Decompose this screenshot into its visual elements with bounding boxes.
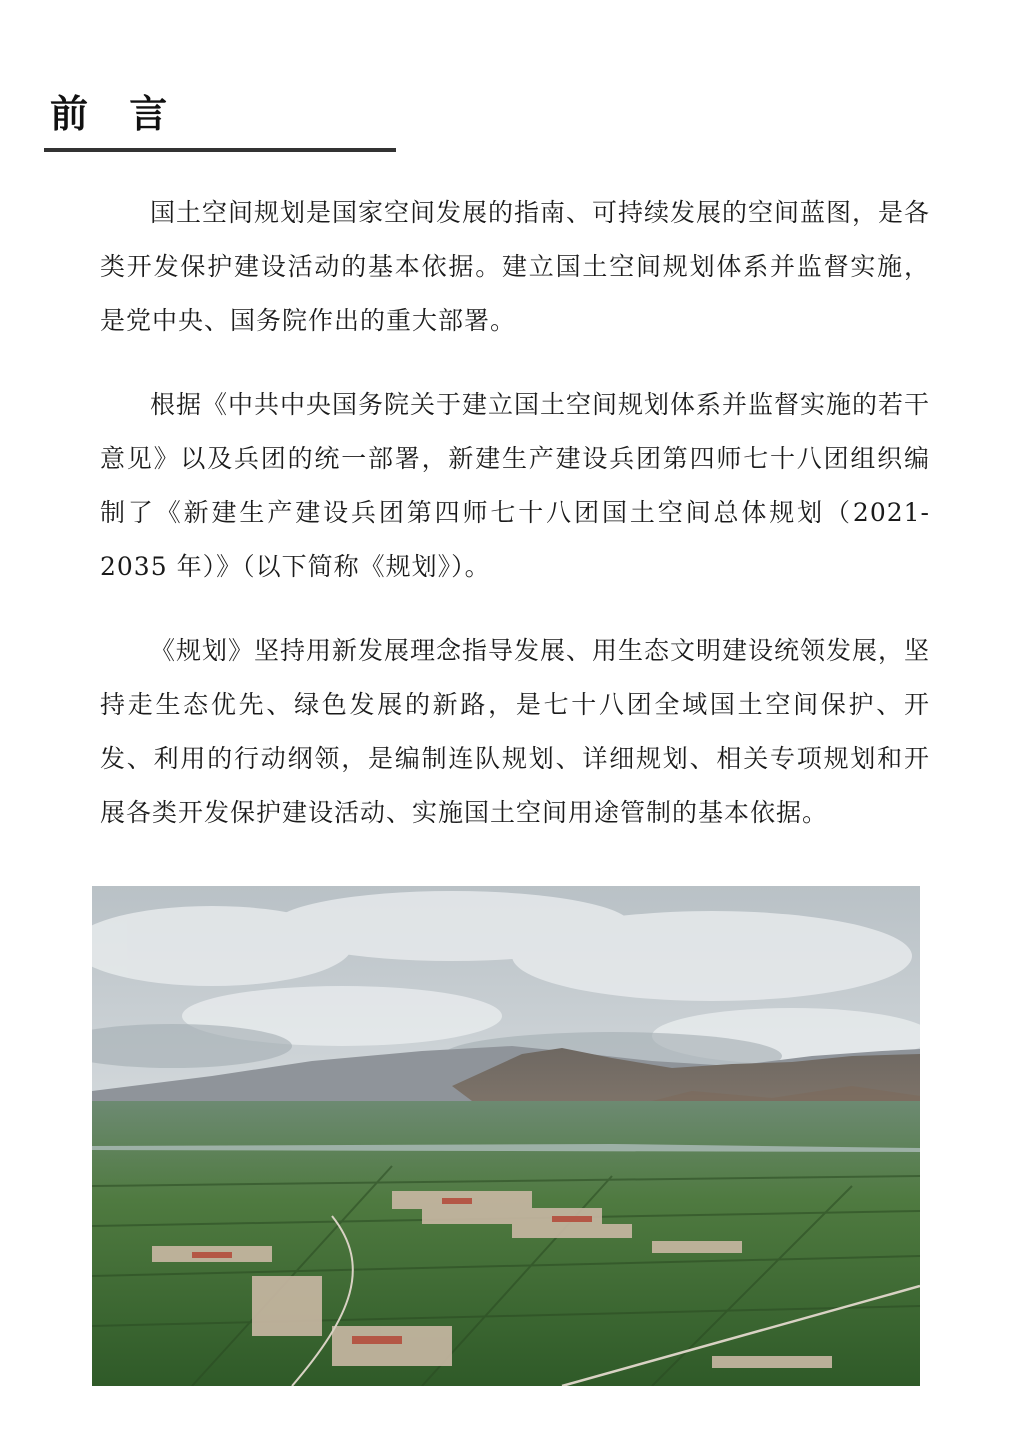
preface-heading: [44, 88, 396, 152]
paragraph-3: 《规划》坚持用新发展理念指导发展、用生态文明建设统领发展，坚持走生态优先、绿色发展的新路，是七十八团全域国土空间保护、开发、利用的行动纲领，是编制连队规划、详细规划、相关专项规划和开展各类开发保护建设活动、实施国土空间用途管制的基本依据。: [100, 636, 931, 827]
preface-body: [100, 186, 930, 870]
landscape-illustration: [92, 886, 920, 1386]
paragraph-2: 根据《中共中央国务院关于建立国土空间规划体系并监督实施的若干意见》以及兵团的统一部署，新建生产建设兵团第四师七十八团组织编制了《新建生产建设兵团第四师七十八团国土空间总体规划（2021-2035 年）》（以下简称《规划》）。: [100, 390, 931, 581]
aerial-landscape-photo: [92, 886, 920, 1386]
paragraph-1: 国土空间规划是国家空间发展的指南、可持续发展的空间蓝图，是各类开发保护建设活动的基本依据。建立国土空间规划体系并监督实施，是党中央、国务院作出的重大部署。: [100, 198, 931, 335]
title-underline: [44, 148, 396, 152]
page-title: 前 言: [50, 92, 182, 136]
